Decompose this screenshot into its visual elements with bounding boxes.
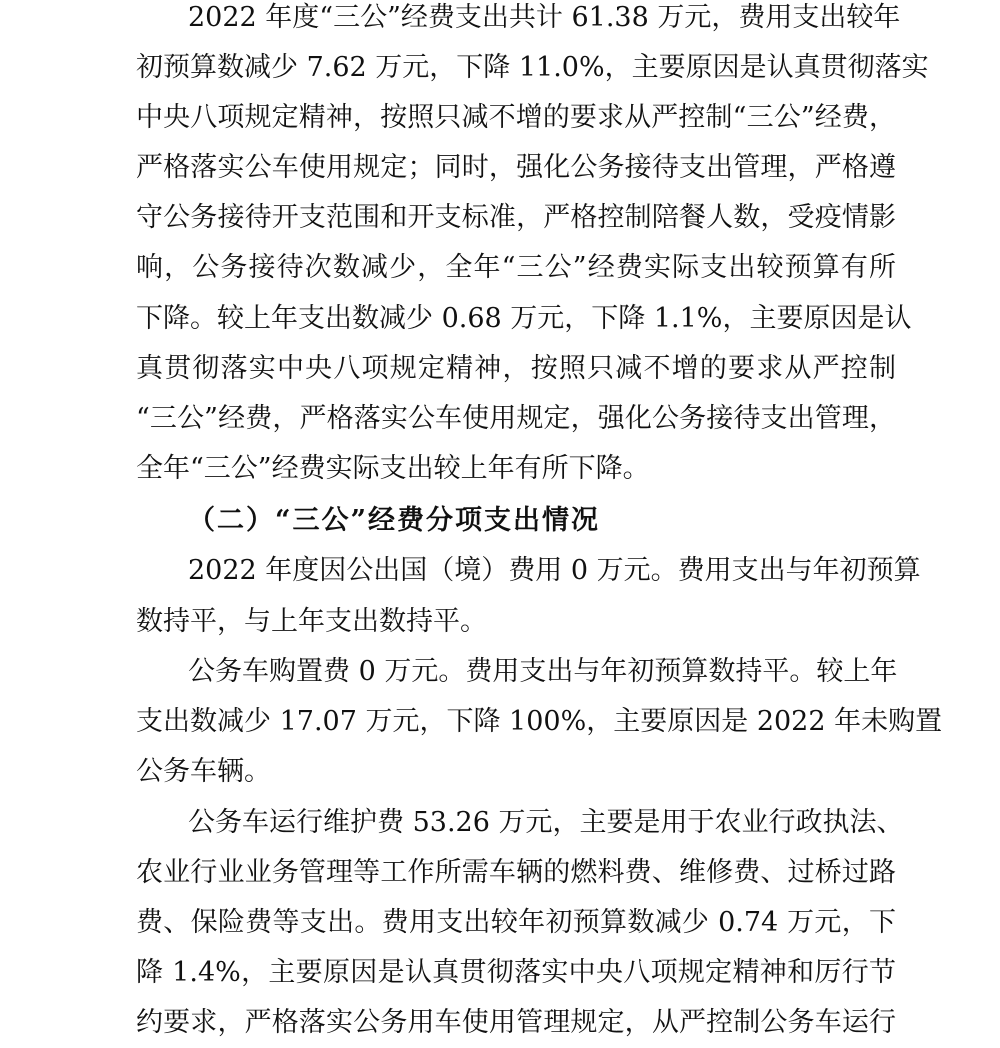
paragraph-line: 约要求，严格落实公务用车使用管理规定，从严控制公务车运行	[136, 1007, 896, 1038]
paragraph-line: 2022 年度因公出国（境）费用 0 万元。费用支出与年初预算	[188, 555, 921, 586]
paragraph-line: 初预算数减少 7.62 万元，下降 11.0%，主要原因是认真贯彻落实	[136, 52, 929, 83]
paragraph-line: 全年“三公”经费实际支出较上年有所下降。	[136, 453, 650, 484]
paragraph-line: 支出数减少 17.07 万元，下降 100%，主要原因是 2022 年未购置	[136, 706, 943, 737]
paragraph-line: 守公务接待开支范围和开支标准，严格控制陪餐人数，受疫情影	[136, 202, 896, 233]
paragraph-line: 严格落实公车使用规定；同时，强化公务接待支出管理，严格遵	[136, 152, 896, 183]
paragraph-line: 中央八项规定精神，按照只减不增的要求从严控制“三公”经费，	[136, 102, 896, 133]
paragraph-line: 下降。较上年支出数减少 0.68 万元，下降 1.1%，主要原因是认	[136, 303, 912, 334]
paragraph-line: 公务车购置费 0 万元。费用支出与年初预算数持平。较上年	[188, 656, 898, 687]
paragraph-line: 数持平，与上年支出数持平。	[136, 606, 487, 637]
paragraph-line: “三公”经费，严格落实公车使用规定，强化公务接待支出管理，	[136, 403, 896, 434]
paragraph-line: 公务车辆。	[136, 756, 271, 787]
paragraph-line: 农业行业业务管理等工作所需车辆的燃料费、维修费、过桥过路	[136, 857, 896, 888]
paragraph-line: 2022 年度“三公”经费支出共计 61.38 万元，费用支出较年	[188, 2, 901, 33]
paragraph-line: 降 1.4%，主要原因是认真贯彻落实中央八项规定精神和厉行节	[136, 957, 896, 988]
paragraph-line: 公务车运行维护费 53.26 万元，主要是用于农业行政执法、	[188, 807, 904, 838]
paragraph-line: 响，公务接待次数减少，全年“三公”经费实际支出较预算有所	[136, 252, 896, 283]
paragraph-line: 费、保险费等支出。费用支出较年初预算数减少 0.74 万元，下	[136, 907, 896, 938]
section-heading: （二）“三公”经费分项支出情况	[188, 505, 601, 536]
paragraph-line: 真贯彻落实中央八项规定精神，按照只减不增的要求从严控制	[136, 353, 896, 384]
